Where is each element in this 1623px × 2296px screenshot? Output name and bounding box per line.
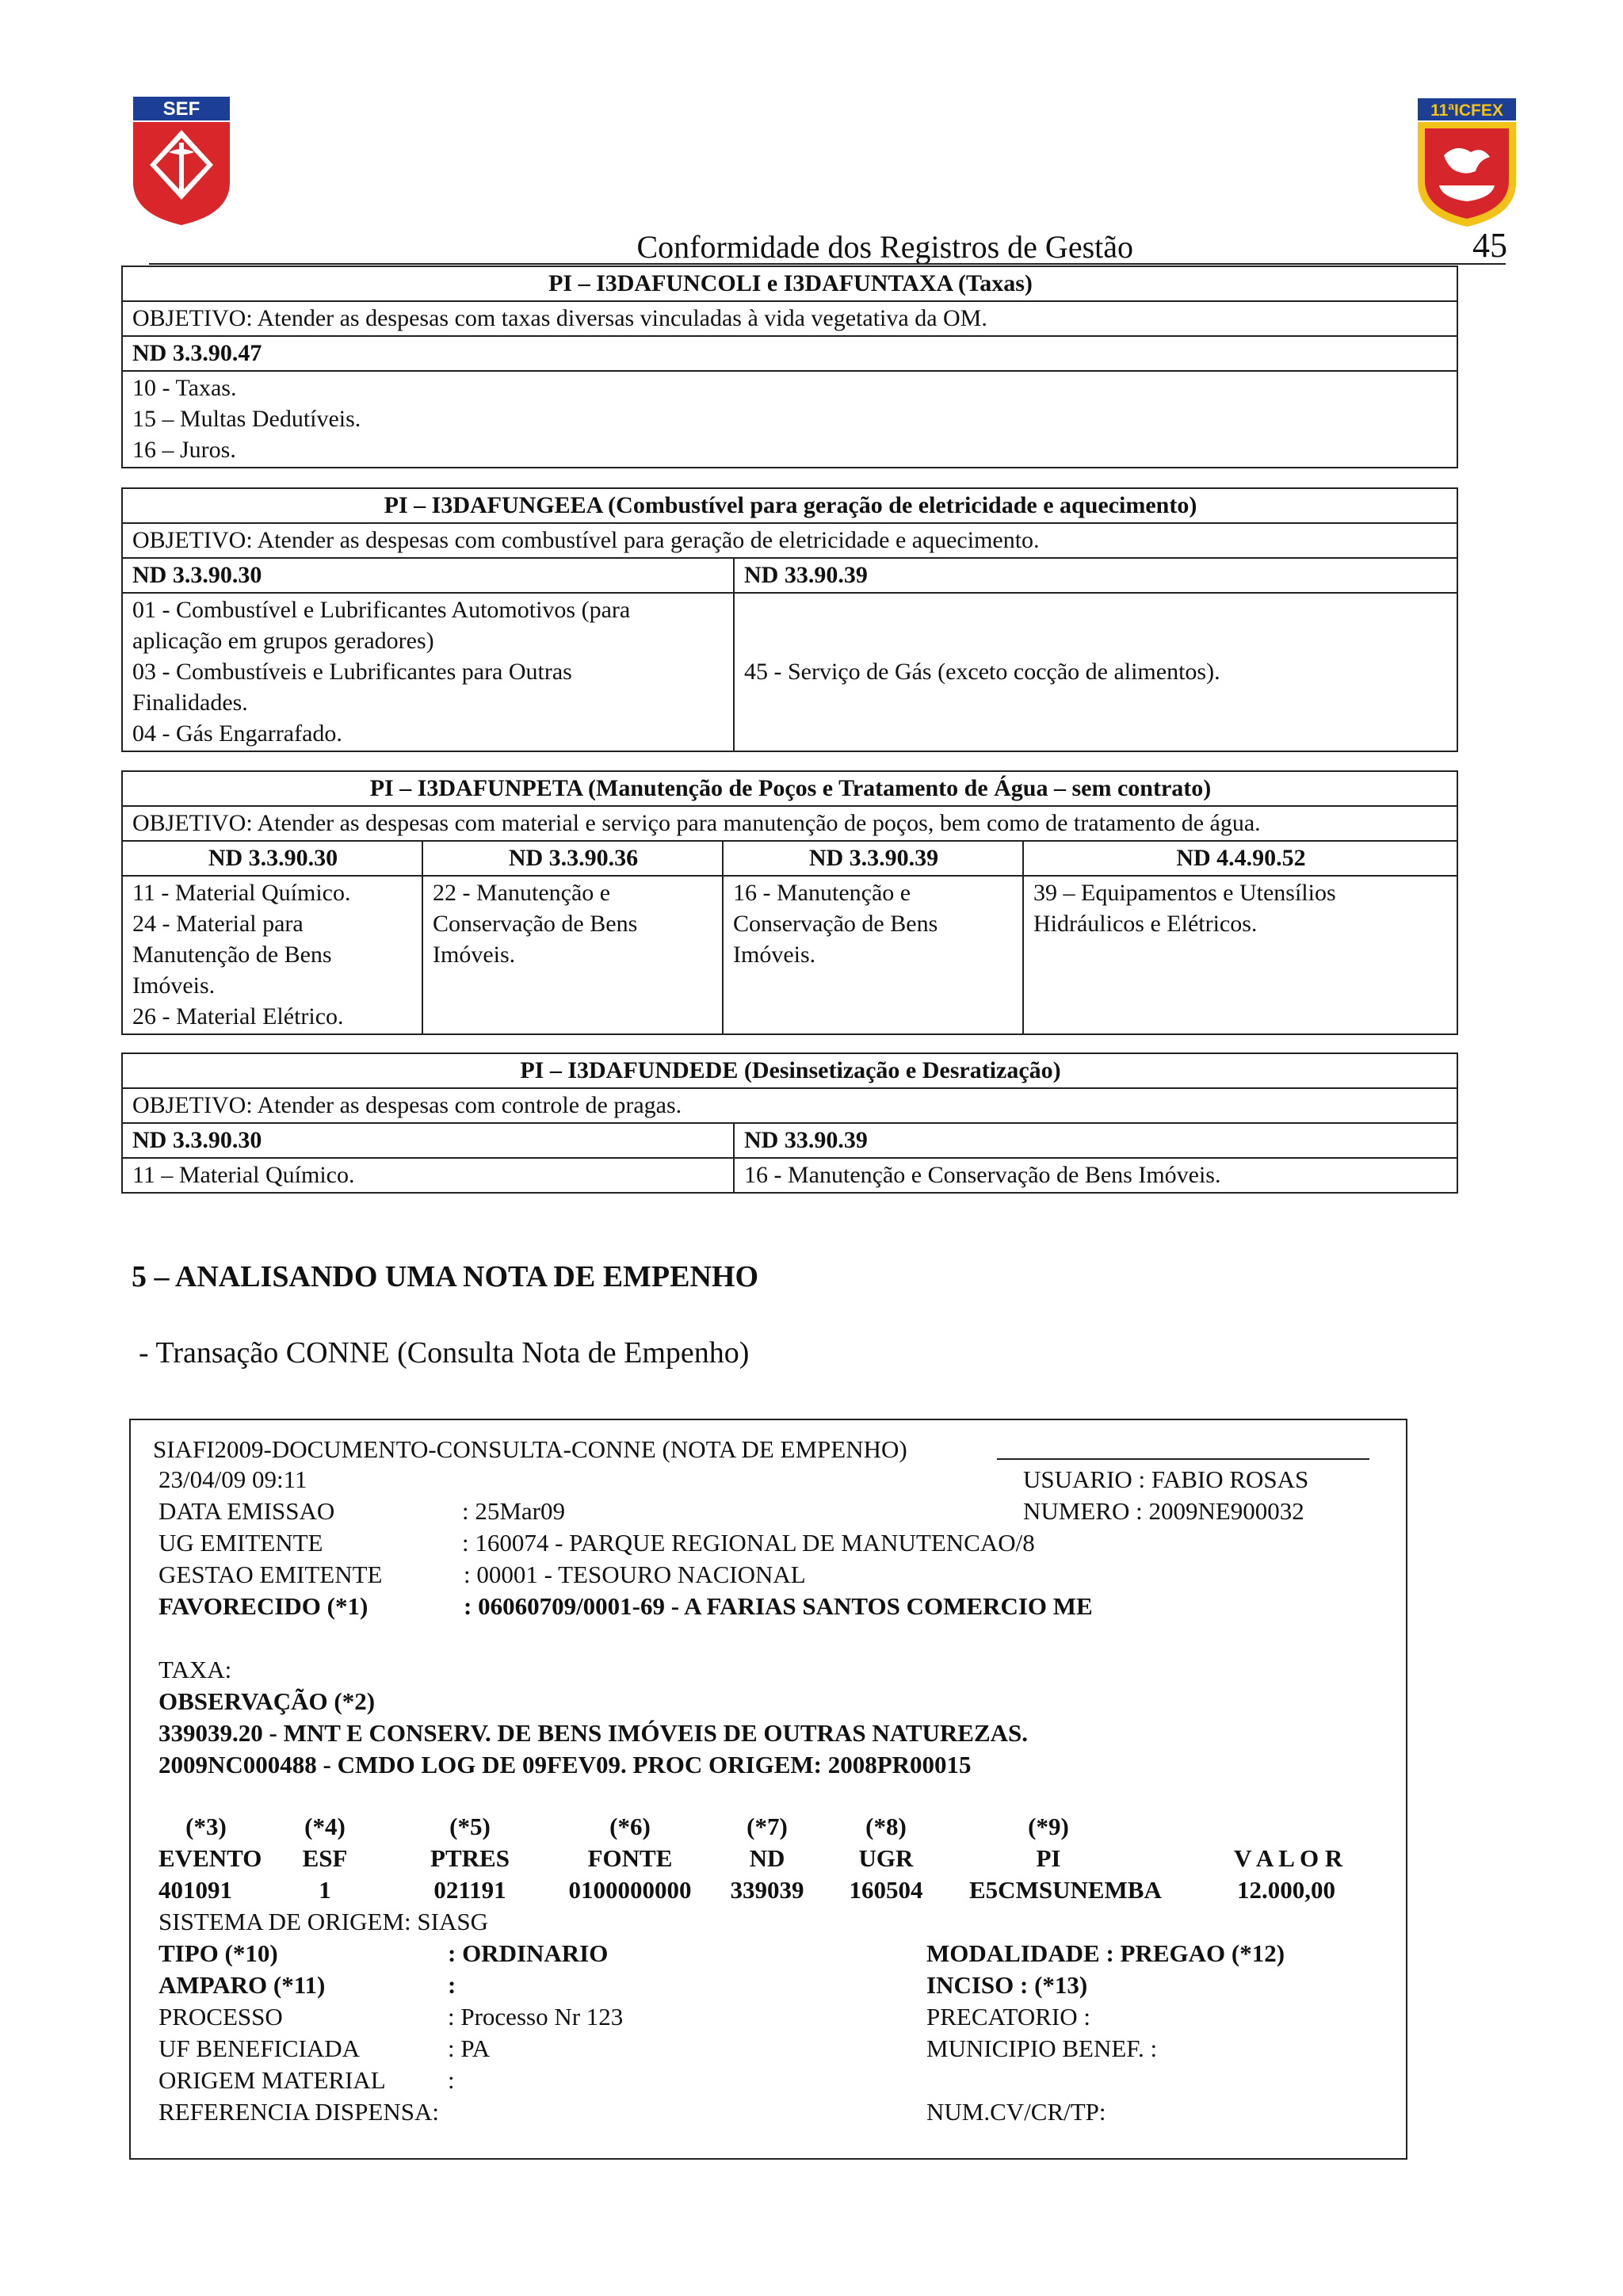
list-item: Conservação de Bens [433, 911, 638, 937]
pi-taxas-table [121, 266, 1458, 468]
table-nd: ND 3.3.90.47 [122, 336, 1457, 371]
table-title: PI – I3DAFUNDEDE (Desinsetização e Desratização) [122, 1053, 1457, 1088]
referencia-dispensa: REFERENCIA DISPENSA: [158, 2098, 439, 2126]
table-cell [122, 371, 1457, 468]
sef-logo-text: SEF [162, 98, 200, 120]
list-item: 15 – Multas Dedutíveis. [132, 406, 361, 432]
table-nd: ND 3.3.90.30 [122, 841, 422, 876]
col-header-valor: V A L O R [1234, 1844, 1343, 1872]
table-cell [723, 876, 1023, 1034]
col-header-pi: PI [1036, 1844, 1061, 1872]
value-ptres: 021191 [433, 1876, 506, 1904]
table-cell: 11 – Material Químico. [122, 1158, 734, 1193]
table-objetivo: OBJETIVO: Atender as despesas com material e serviço para manutenção de poços, bem como de tratamento de água. [122, 806, 1457, 841]
value-esf: 1 [319, 1876, 331, 1904]
value-nd: 339039 [730, 1876, 804, 1904]
table-nd: ND 4.4.90.52 [1023, 841, 1457, 876]
list-item: Finalidades. [132, 690, 248, 716]
title-rule [997, 1458, 1369, 1460]
observacao-line-1: 339039.20 - MNT E CONSERV. DE BENS IMÓVEIS DE OUTRAS NATUREZAS. [158, 1719, 1029, 1747]
uf-beneficiada-value: : PA [448, 2034, 491, 2062]
table-nd: ND 33.90.39 [734, 1123, 1457, 1158]
inciso: INCISO : (*13) [926, 1971, 1088, 1999]
uf-beneficiada-label: UF BENEFICIADA [158, 2034, 361, 2062]
col-header-ugr: UGR [858, 1844, 914, 1872]
data-emissao-label: DATA EMISSAO [158, 1497, 335, 1525]
amparo-value: : [448, 1971, 456, 1999]
sistema-origem: SISTEMA DE ORIGEM: SIASG [158, 1908, 488, 1935]
list-item: Imóveis. [132, 972, 216, 999]
list-item: 11 - Material Químico. [132, 880, 351, 906]
icfex-logo-text: 11ªICFEX [1430, 101, 1503, 120]
col-ref: (*7) [747, 1813, 788, 1840]
screen-title: SIAFI2009-DOCUMENTO-CONSULTA-CONNE (NOTA DE EMPENHO) [153, 1435, 907, 1463]
list-item: 01 - Combustível e Lubrificantes Automotivos (para [132, 597, 631, 623]
pi-combustivel-table [121, 487, 1458, 752]
list-item: 39 – Equipamentos e Utensílios [1033, 880, 1336, 906]
page-number: 45 [1472, 226, 1507, 265]
observacao-proc: . PROC ORIGEM: 2008PR00015 [620, 1751, 972, 1778]
value-fonte: 0100000000 [568, 1876, 692, 1904]
table-nd: ND 3.3.90.30 [122, 558, 734, 593]
observacao-line-2 [158, 1750, 972, 1780]
value-evento: 401091 [158, 1876, 232, 1904]
col-header-nd: ND [749, 1844, 785, 1872]
sef-logo [131, 95, 232, 227]
list-item: 16 – Juros. [132, 437, 236, 463]
pi-desinsetizacao-table [121, 1052, 1458, 1194]
siafi-conne-screen [129, 1419, 1407, 2160]
processo-label: PROCESSO [158, 2003, 283, 2030]
origem-material-label: ORIGEM MATERIAL [158, 2066, 386, 2094]
list-item: 24 - Material para [132, 911, 304, 937]
list-item: Imóveis. [733, 942, 816, 968]
tipo-label: TIPO (*10) [158, 1939, 278, 1967]
table-cell [1023, 876, 1457, 1034]
favorecido-value: : 06060709/0001-69 - A FARIAS SANTOS COMERCIO ME [464, 1592, 1093, 1620]
col-ref: (*9) [1028, 1813, 1069, 1840]
list-item: 22 - Manutenção e [433, 880, 611, 906]
ug-emitente-label: UG EMITENTE [158, 1529, 323, 1557]
precatorio: PRECATORIO : [926, 2003, 1090, 2030]
list-item: 16 - Manutenção e [733, 880, 911, 906]
table-cell: 16 - Manutenção e Conservação de Bens Imóveis. [734, 1158, 1457, 1193]
table-objetivo: OBJETIVO: Atender as despesas com combustível para geração de eletricidade e aquecimento. [122, 523, 1457, 558]
table-nd: ND 3.3.90.36 [422, 841, 723, 876]
num-cv-cr-tp: NUM.CV/CR/TP: [926, 2098, 1106, 2126]
col-ref: (*8) [865, 1813, 907, 1840]
section-subtitle: - Transação CONNE (Consulta Nota de Empenho) [139, 1336, 750, 1370]
observacao-label: OBSERVAÇÃO (*2) [158, 1687, 376, 1715]
value-pi: E5CMSUNEMBA [969, 1876, 1162, 1904]
value-valor: 12.000,00 [1237, 1876, 1335, 1904]
col-header-esf: ESF [302, 1844, 348, 1872]
numero: NUMERO : 2009NE900032 [1023, 1497, 1304, 1525]
page-header-title: Conformidade dos Registros de Gestão [636, 229, 1133, 265]
list-item: 26 - Material Elétrico. [132, 1003, 344, 1030]
table-cell [422, 876, 723, 1034]
observacao-nc: 2009NC000488 - CMDO LOG DE 09FEV09 [158, 1751, 621, 1778]
header-rule [149, 263, 1506, 265]
table-nd: ND 3.3.90.30 [122, 1123, 734, 1158]
table-cell: 45 - Serviço de Gás (exceto cocção de alimentos). [734, 593, 1457, 751]
list-item: 10 - Taxas. [132, 375, 237, 401]
list-item: 04 - Gás Engarrafado. [132, 720, 342, 747]
favorecido-label: FAVORECIDO (*1) [158, 1592, 369, 1620]
col-ref: (*5) [449, 1813, 491, 1840]
col-header-fonte: FONTE [587, 1844, 673, 1872]
pi-pocos-table [121, 770, 1458, 1035]
amparo-label: AMPARO (*11) [158, 1971, 326, 1999]
list-item: 03 - Combustíveis e Lubrificantes para Outras [132, 659, 572, 685]
col-ref: (*3) [185, 1813, 227, 1840]
taxa-label: TAXA: [158, 1656, 232, 1683]
gestao-emitente-value: : 00001 - TESOURO NACIONAL [464, 1561, 806, 1588]
table-nd: ND 33.90.39 [734, 558, 1457, 593]
icfex-logo [1415, 97, 1518, 228]
origem-material-value: : [448, 2066, 455, 2094]
table-cell [122, 876, 422, 1034]
processo-value: : Processo Nr 123 [448, 2003, 624, 2030]
list-item: Hidráulicos e Elétricos. [1033, 911, 1258, 937]
col-ref: (*6) [609, 1813, 651, 1840]
tipo-value: : ORDINARIO [448, 1939, 609, 1967]
section-title: 5 – ANALISANDO UMA NOTA DE EMPENHO [132, 1260, 759, 1293]
table-objetivo: OBJETIVO: Atender as despesas com taxas diversas vinculadas à vida vegetativa da OM. [122, 301, 1457, 336]
list-item: Imóveis. [433, 942, 516, 968]
datetime: 23/04/09 09:11 [158, 1465, 307, 1493]
list-item: Manutenção de Bens [132, 942, 332, 968]
data-emissao-value: : 25Mar09 [462, 1497, 566, 1525]
usuario: USUARIO : FABIO ROSAS [1023, 1465, 1309, 1493]
ug-emitente-value: : 160074 - PARQUE REGIONAL DE MANUTENCAO/8 [462, 1529, 1035, 1557]
list-item: aplicação em grupos geradores) [132, 628, 434, 654]
col-header-evento: EVENTO [158, 1844, 262, 1872]
gestao-emitente-label: GESTAO EMITENTE [158, 1561, 383, 1588]
table-objetivo: OBJETIVO: Atender as despesas com controle de pragas. [122, 1088, 1457, 1123]
value-ugr: 160504 [849, 1876, 923, 1904]
col-header-ptres: PTRES [430, 1844, 510, 1872]
table-title: PI – I3DAFUNCOLI e I3DAFUNTAXA (Taxas) [122, 266, 1457, 301]
table-title: PI – I3DAFUNPETA (Manutenção de Poços e Tratamento de Água – sem contrato) [122, 771, 1457, 806]
col-ref: (*4) [304, 1813, 346, 1840]
municipio-benef: MUNICIPIO BENEF. : [926, 2034, 1158, 2062]
modalidade: MODALIDADE : PREGAO (*12) [926, 1939, 1285, 1967]
table-cell [122, 593, 734, 751]
table-nd: ND 3.3.90.39 [723, 841, 1023, 876]
list-item: Conservação de Bens [733, 911, 938, 937]
table-title: PI – I3DAFUNGEEA (Combustível para geração de eletricidade e aquecimento) [122, 488, 1457, 523]
